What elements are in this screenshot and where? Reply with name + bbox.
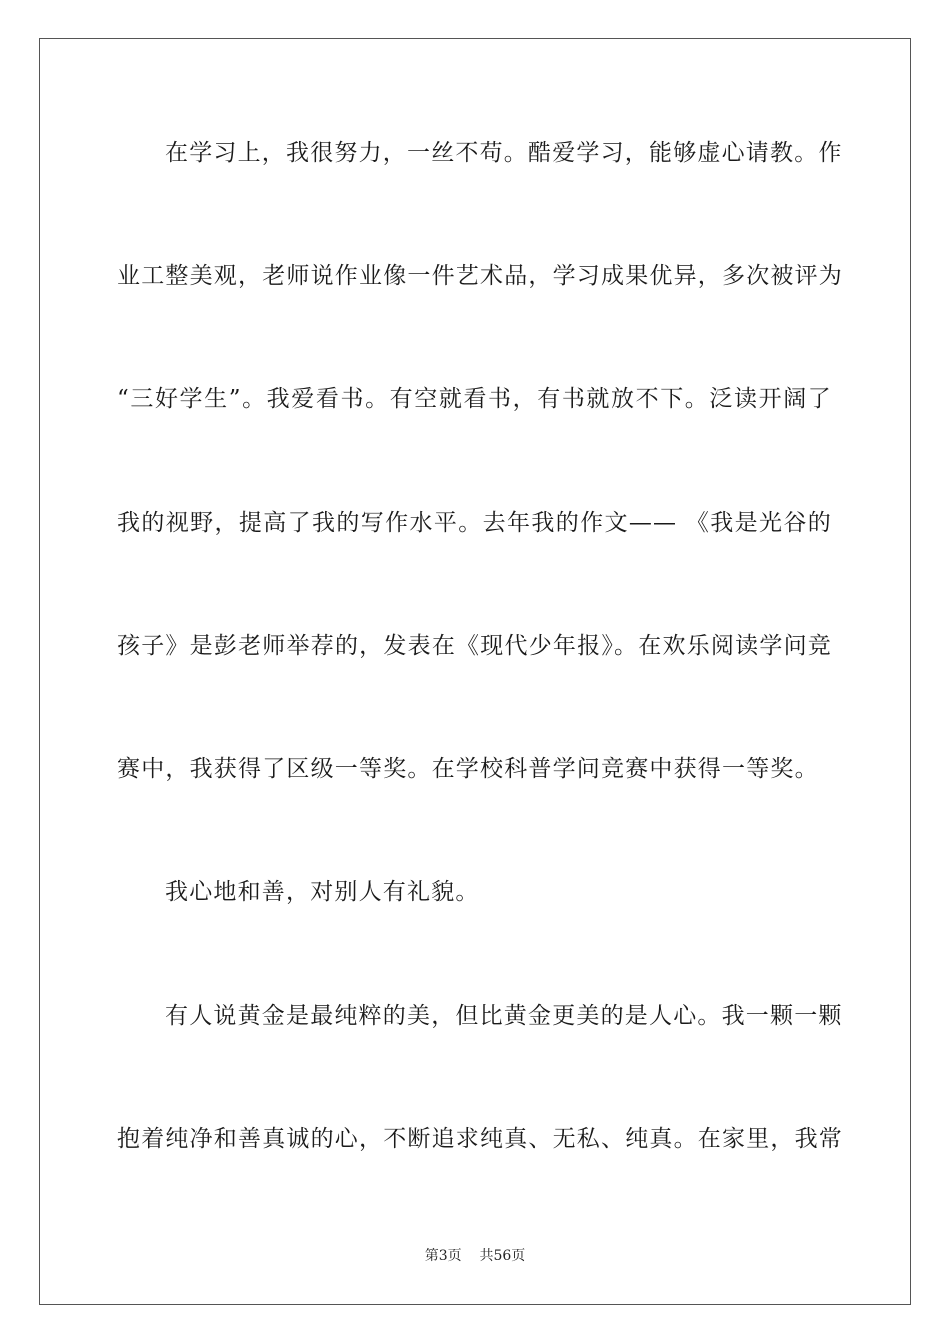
paragraph-line: 业工整美观，老师说作业像一件艺术品，学习成果优异，多次被评为 (117, 263, 843, 289)
paragraph-line: 抱着纯净和善真诚的心，不断追求纯真、无私、纯真。在家里，我常 (117, 1126, 843, 1152)
paragraph-line: 在学习上，我很努力，一丝不苟。酷爱学习，能够虚心请教。作 (165, 140, 843, 166)
footer-gap (462, 1248, 480, 1264)
paragraph-line: 我的视野，提高了我的写作水平。去年我的作文—— 《我是光谷的 (117, 510, 832, 536)
page-border (39, 38, 911, 1305)
total-pages: 共56页 (479, 1248, 526, 1264)
paragraph-line: “三好学生”。我爱看书。有空就看书，有书就放不下。泛读开阔了 (117, 386, 832, 412)
paragraph-line: 孩子》是彭老师举荐的，发表在《现代少年报》。在欢乐阅读学问竞 (117, 633, 832, 659)
paragraph-line: 赛中，我获得了区级一等奖。在学校科普学问竞赛中获得一等奖。 (117, 756, 819, 782)
paragraph-line: 我心地和善，对别人有礼貌。 (165, 879, 480, 905)
page-number: 第3页 (424, 1248, 462, 1264)
paragraph-line: 有人说黄金是最纯粹的美，但比黄金更美的是人心。我一颗一颗 (165, 1003, 843, 1029)
page-footer (0, 1247, 950, 1265)
